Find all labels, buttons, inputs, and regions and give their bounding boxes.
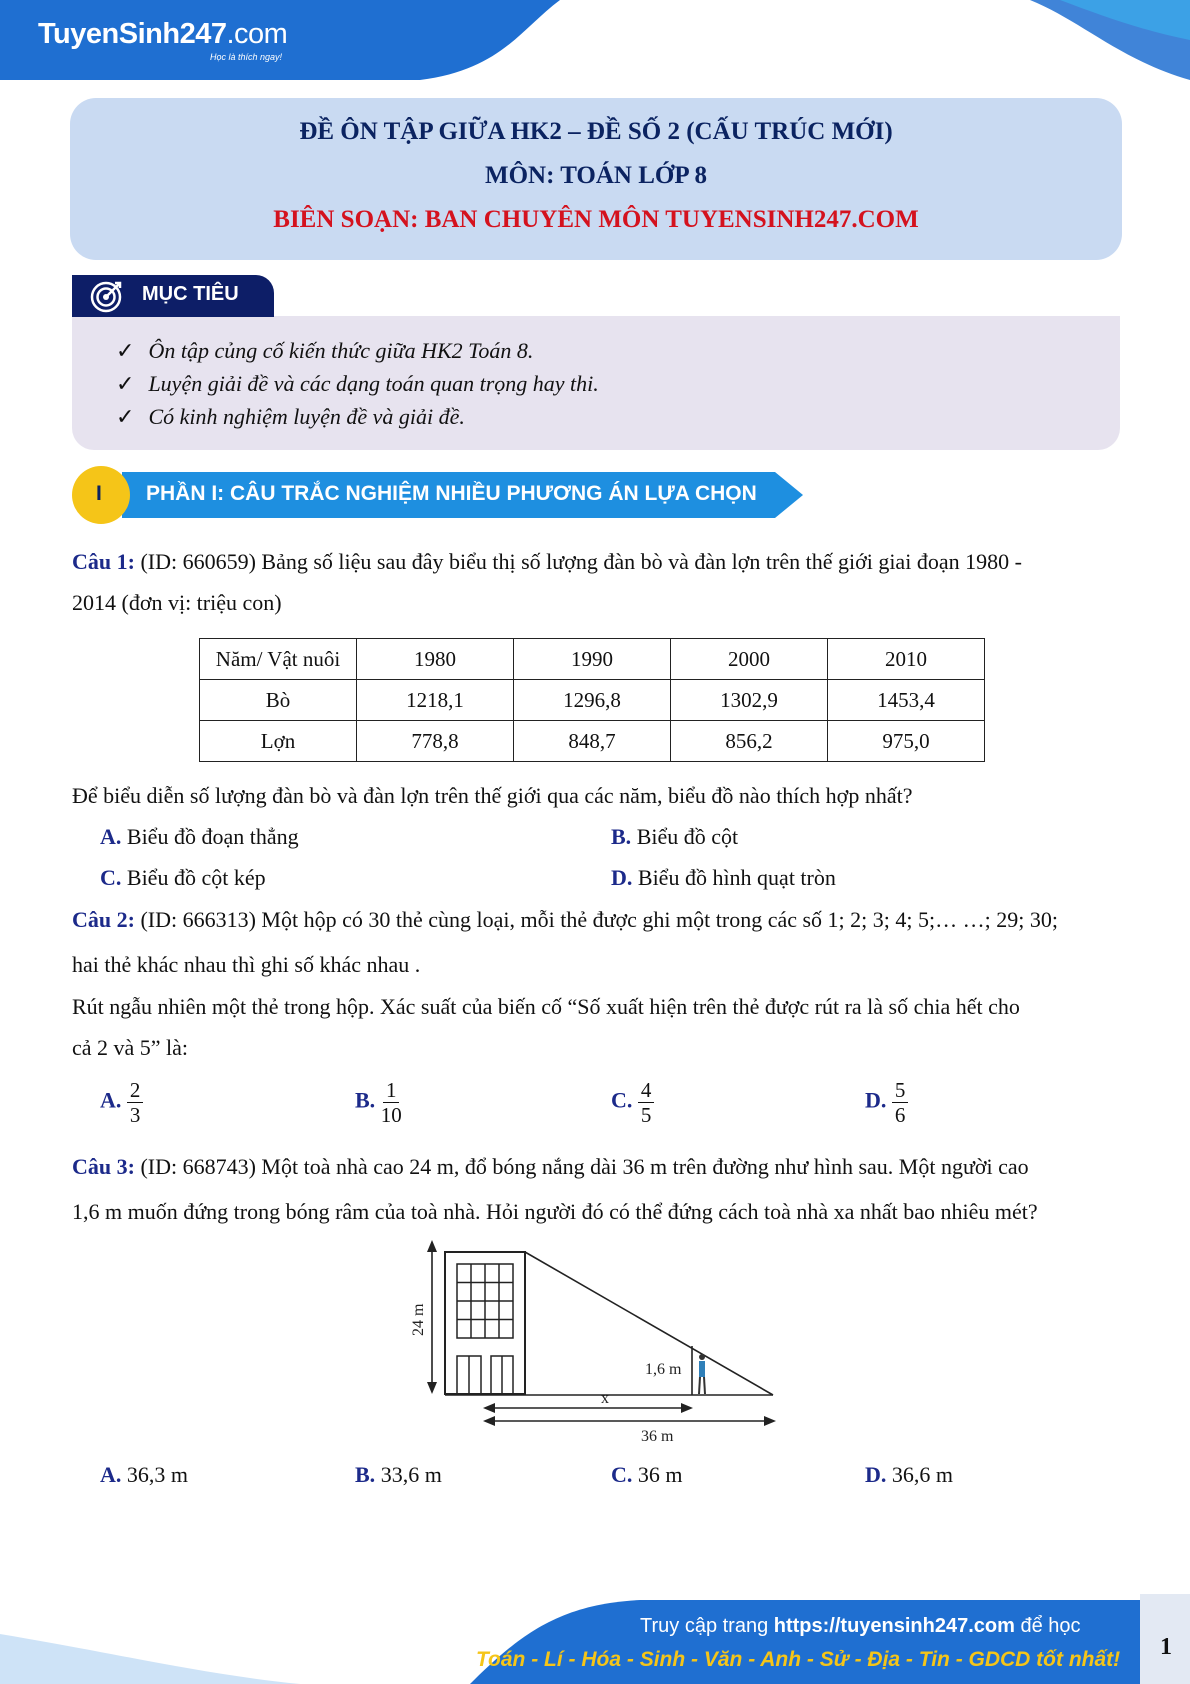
- q1-text: Câu 1: (ID: 660659) Bảng số liệu sau đây biểu thị số lượng đàn bò và đàn lợn trên thế giới giai đoạn 1980 -: [72, 549, 1022, 574]
- page-number: 1: [1160, 1634, 1172, 1660]
- q3-option-a[interactable]: A. 36,3 m: [100, 1462, 189, 1487]
- exam-title: ĐỀ ÔN TẬP GIỮA HK2 – ĐỀ SỐ 2 (CẤU TRÚC MỚI): [299, 118, 893, 145]
- q3-option-b[interactable]: B. 33,6 m: [355, 1462, 442, 1487]
- table-cell: 1296,8: [514, 680, 671, 721]
- table-row: [200, 639, 985, 680]
- table-cell: 856,2: [671, 721, 828, 762]
- q2-text-cont: hai thẻ khác nhau thì ghi số khác nhau .: [72, 952, 421, 977]
- q1-option-c[interactable]: C. Biểu đồ cột kép: [100, 865, 266, 890]
- table-cell: 1980: [357, 639, 514, 680]
- q3-text: Câu 3: (ID: 668743) Một toà nhà cao 24 m, đổ bóng nắng dài 36 m trên đường như hình sau. Một người cao: [72, 1154, 1029, 1179]
- site-logo[interactable]: TuyenSinh247.com: [38, 18, 288, 50]
- objective-item: ✓ Luyện giải đề và các dạng toán quan trọng hay thi.: [116, 371, 599, 396]
- q1-question: Để biểu diễn số lượng đàn bò và đàn lợn trên thế giới qua các năm, biểu đồ nào thích hợp nhất?: [72, 783, 913, 808]
- table-cell: 2000: [671, 639, 828, 680]
- title-box: [70, 98, 1122, 260]
- person-height-label: 1,6 m: [645, 1361, 682, 1378]
- subject-title: MÔN: TOÁN LỚP 8: [484, 162, 707, 189]
- q1-text-cont: 2014 (đơn vị: triệu con): [72, 590, 282, 615]
- q2-option-d[interactable]: D. $\frac{5}{6}$: [865, 1078, 908, 1127]
- x-label: x: [601, 1390, 609, 1407]
- site-slogan: Học là thích ngay!: [210, 52, 283, 62]
- target-icon: [88, 279, 124, 315]
- table-cell: 848,7: [514, 721, 671, 762]
- q2-text: Câu 2: (ID: 666313) Một hộp có 30 thẻ cùng loại, mỗi thẻ được ghi một trong các số 1; 2; 3; 4; 5;… …; 29; 30;: [72, 907, 1058, 932]
- footer-subjects: Toán - Lí - Hóa - Sinh - Văn - Anh - Sử - Địa - Tin - GDCD tốt nhất!: [476, 1648, 1121, 1671]
- table-row: [200, 680, 985, 721]
- q2-text-cont3: cả 2 và 5” là:: [72, 1035, 189, 1060]
- table-cell: Lợn: [200, 721, 357, 762]
- q3-option-c[interactable]: C. 36 m: [611, 1462, 683, 1487]
- table-cell: 975,0: [828, 721, 985, 762]
- q2-option-a[interactable]: A. $\frac{2}{3}$: [100, 1078, 143, 1127]
- table-cell: Bò: [200, 680, 357, 721]
- objectives-heading: MỤC TIÊU: [142, 283, 239, 305]
- q2-label: Câu 2:: [72, 907, 135, 932]
- shadow-figure: [405, 1238, 790, 1448]
- footer-link[interactable]: https://tuyensinh247.com: [773, 1615, 1015, 1637]
- table-row: [200, 721, 985, 762]
- q1-label: Câu 1:: [72, 549, 135, 574]
- table-cell: 1990: [514, 639, 671, 680]
- base-length-label: 36 m: [641, 1428, 674, 1445]
- q3-text-cont: 1,6 m muốn đứng trong bóng râm của toà nhà. Hỏi người đó có thể đứng cách toà nhà xa nhất bao nhiêu mét?: [72, 1199, 1038, 1224]
- q2-text-cont2: Rút ngẫu nhiên một thẻ trong hộp. Xác suất của biến cố “Số xuất hiện trên thẻ được rút ra là số chia hết cho: [72, 994, 1020, 1019]
- q1-option-d[interactable]: D. Biểu đồ hình quạt tròn: [611, 865, 836, 890]
- footer-cta: Truy cập trang https://tuyensinh247.com để học: [640, 1615, 1081, 1637]
- q1-option-a[interactable]: A. Biểu đồ đoạn thẳng: [100, 824, 299, 849]
- author-title: BIÊN SOẠN: BAN CHUYÊN MÔN TUYENSINH247.COM: [273, 206, 919, 233]
- table-cell: 778,8: [357, 721, 514, 762]
- q2-option-b[interactable]: B. $\frac{1}{10}$: [355, 1078, 402, 1127]
- q1-option-b[interactable]: B. Biểu đồ cột: [611, 824, 739, 849]
- q3-label: Câu 3:: [72, 1154, 135, 1179]
- q2-option-c[interactable]: C. $\frac{4}{5}$: [611, 1078, 654, 1127]
- table-cell: 2010: [828, 639, 985, 680]
- height-label: 24 m: [410, 1303, 427, 1336]
- table-cell: 1302,9: [671, 680, 828, 721]
- table-cell: 1218,1: [357, 680, 514, 721]
- objective-item: ✓ Có kinh nghiệm luyện đề và giải đề.: [116, 404, 465, 429]
- section-number: I: [96, 482, 102, 505]
- q1-table: [199, 638, 985, 762]
- table-cell: Năm/ Vật nuôi: [200, 639, 357, 680]
- section-title: PHẦN I: CÂU TRẮC NGHIỆM NHIỀU PHƯƠNG ÁN LỰA CHỌN: [146, 482, 757, 505]
- person-icon: [699, 1354, 705, 1394]
- table-cell: 1453,4: [828, 680, 985, 721]
- q3-option-d[interactable]: D. 36,6 m: [865, 1462, 954, 1487]
- objective-item: ✓ Ôn tập củng cố kiến thức giữa HK2 Toán 8.: [116, 338, 534, 363]
